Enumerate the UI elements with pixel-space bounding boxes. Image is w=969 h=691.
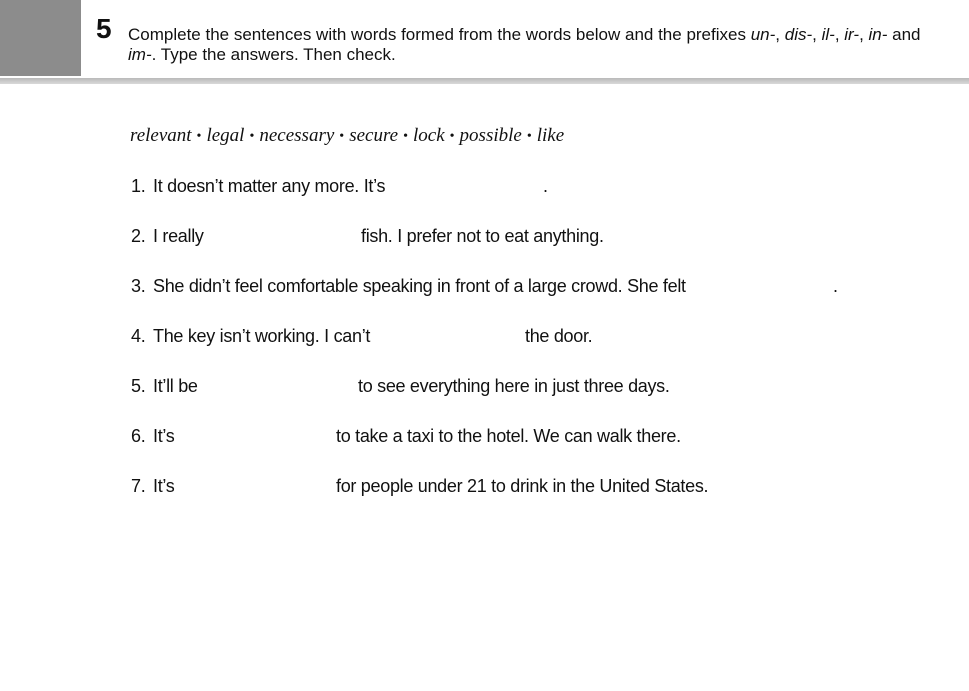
sentence-4 xyxy=(131,323,931,349)
word-bank-word: like xyxy=(536,125,565,146)
sentence-5 xyxy=(131,373,931,399)
prefix-ir: ir- xyxy=(844,25,860,44)
sentence-number: 3. xyxy=(131,276,146,296)
sentence-3 xyxy=(131,273,931,299)
answer-input-6[interactable] xyxy=(185,423,333,449)
instruction-text: , xyxy=(834,25,845,44)
answer-input-4[interactable] xyxy=(373,323,521,349)
bullet-separator: • xyxy=(449,129,455,144)
sentence-text-after: to see everything here in just three days. xyxy=(358,376,670,396)
sentence-text-after: . xyxy=(543,176,548,196)
answer-input-1[interactable] xyxy=(389,173,539,199)
word-bank xyxy=(130,124,564,149)
bullet-separator: • xyxy=(196,129,202,144)
answer-input-5[interactable] xyxy=(207,373,355,399)
bullet-separator: • xyxy=(403,129,408,144)
prefix-in: in- xyxy=(868,25,888,44)
word-bank-word: legal xyxy=(206,125,245,146)
bullet-separator: • xyxy=(526,129,532,144)
exercise-number: 5 xyxy=(96,13,112,44)
bullet-separator: • xyxy=(249,129,255,144)
sentence-number: 1. xyxy=(131,176,146,196)
sentence-number: 7. xyxy=(131,476,146,496)
sentence-text-before: It’s xyxy=(153,476,175,496)
sentence-text-before: It’ll be xyxy=(153,376,198,396)
word-bank-word: lock xyxy=(412,125,445,146)
answer-input-3[interactable] xyxy=(679,273,829,299)
sentence-6 xyxy=(131,423,931,449)
sentence-number: 4. xyxy=(131,326,146,346)
sentence-number: 6. xyxy=(131,426,146,446)
prefix-im: im- xyxy=(128,45,152,64)
sentence-text-before: She didn’t feel comfortable speaking in front of a large crowd. She felt xyxy=(153,276,686,296)
word-bank-word: secure xyxy=(349,125,399,146)
sentence-text-before: It doesn’t matter any more. It’s xyxy=(153,176,386,196)
instruction-text: Complete the sentences with words formed from the words below and the prefixes xyxy=(128,25,751,44)
sentence-text-after: the door. xyxy=(525,326,593,346)
exercise-header xyxy=(0,0,969,78)
sentence-text-before: It’s xyxy=(153,426,175,446)
bullet-separator: • xyxy=(339,129,345,144)
sentence-text-before: I really xyxy=(153,226,204,246)
header-divider xyxy=(0,78,969,84)
instruction-text: , xyxy=(812,25,822,44)
sentence-text-after: fish. I prefer not to eat anything. xyxy=(361,226,604,246)
sentence-text-before: The key isn’t working. I can’t xyxy=(153,326,371,346)
instruction-text: and xyxy=(887,25,921,44)
sentence-number: 5. xyxy=(131,376,146,396)
sentence-2 xyxy=(131,223,931,249)
answer-input-7[interactable] xyxy=(185,473,333,499)
sentence-1 xyxy=(131,173,931,199)
word-bank-word: possible xyxy=(459,125,522,146)
prefix-il: il- xyxy=(821,25,835,44)
prefix-dis: dis- xyxy=(784,25,813,44)
prefix-un: un- xyxy=(750,25,776,44)
instruction-text: . Type the answers. Then check. xyxy=(151,45,396,64)
word-bank-word: necessary xyxy=(259,125,335,146)
instruction-text: , xyxy=(775,25,785,44)
sentence-number: 2. xyxy=(131,226,146,246)
header-grey-block xyxy=(0,0,81,76)
sentence-text-after: . xyxy=(833,276,838,296)
word-bank-word: relevant xyxy=(130,125,192,146)
sentence-text-after: for people under 21 to drink in the United States. xyxy=(336,476,709,496)
exercise-instructions xyxy=(128,25,948,65)
sentence-7 xyxy=(131,473,931,499)
instruction-text: , xyxy=(859,25,869,44)
sentence-text-after: to take a taxi to the hotel. We can walk there. xyxy=(336,426,681,446)
answer-input-2[interactable] xyxy=(211,223,356,249)
